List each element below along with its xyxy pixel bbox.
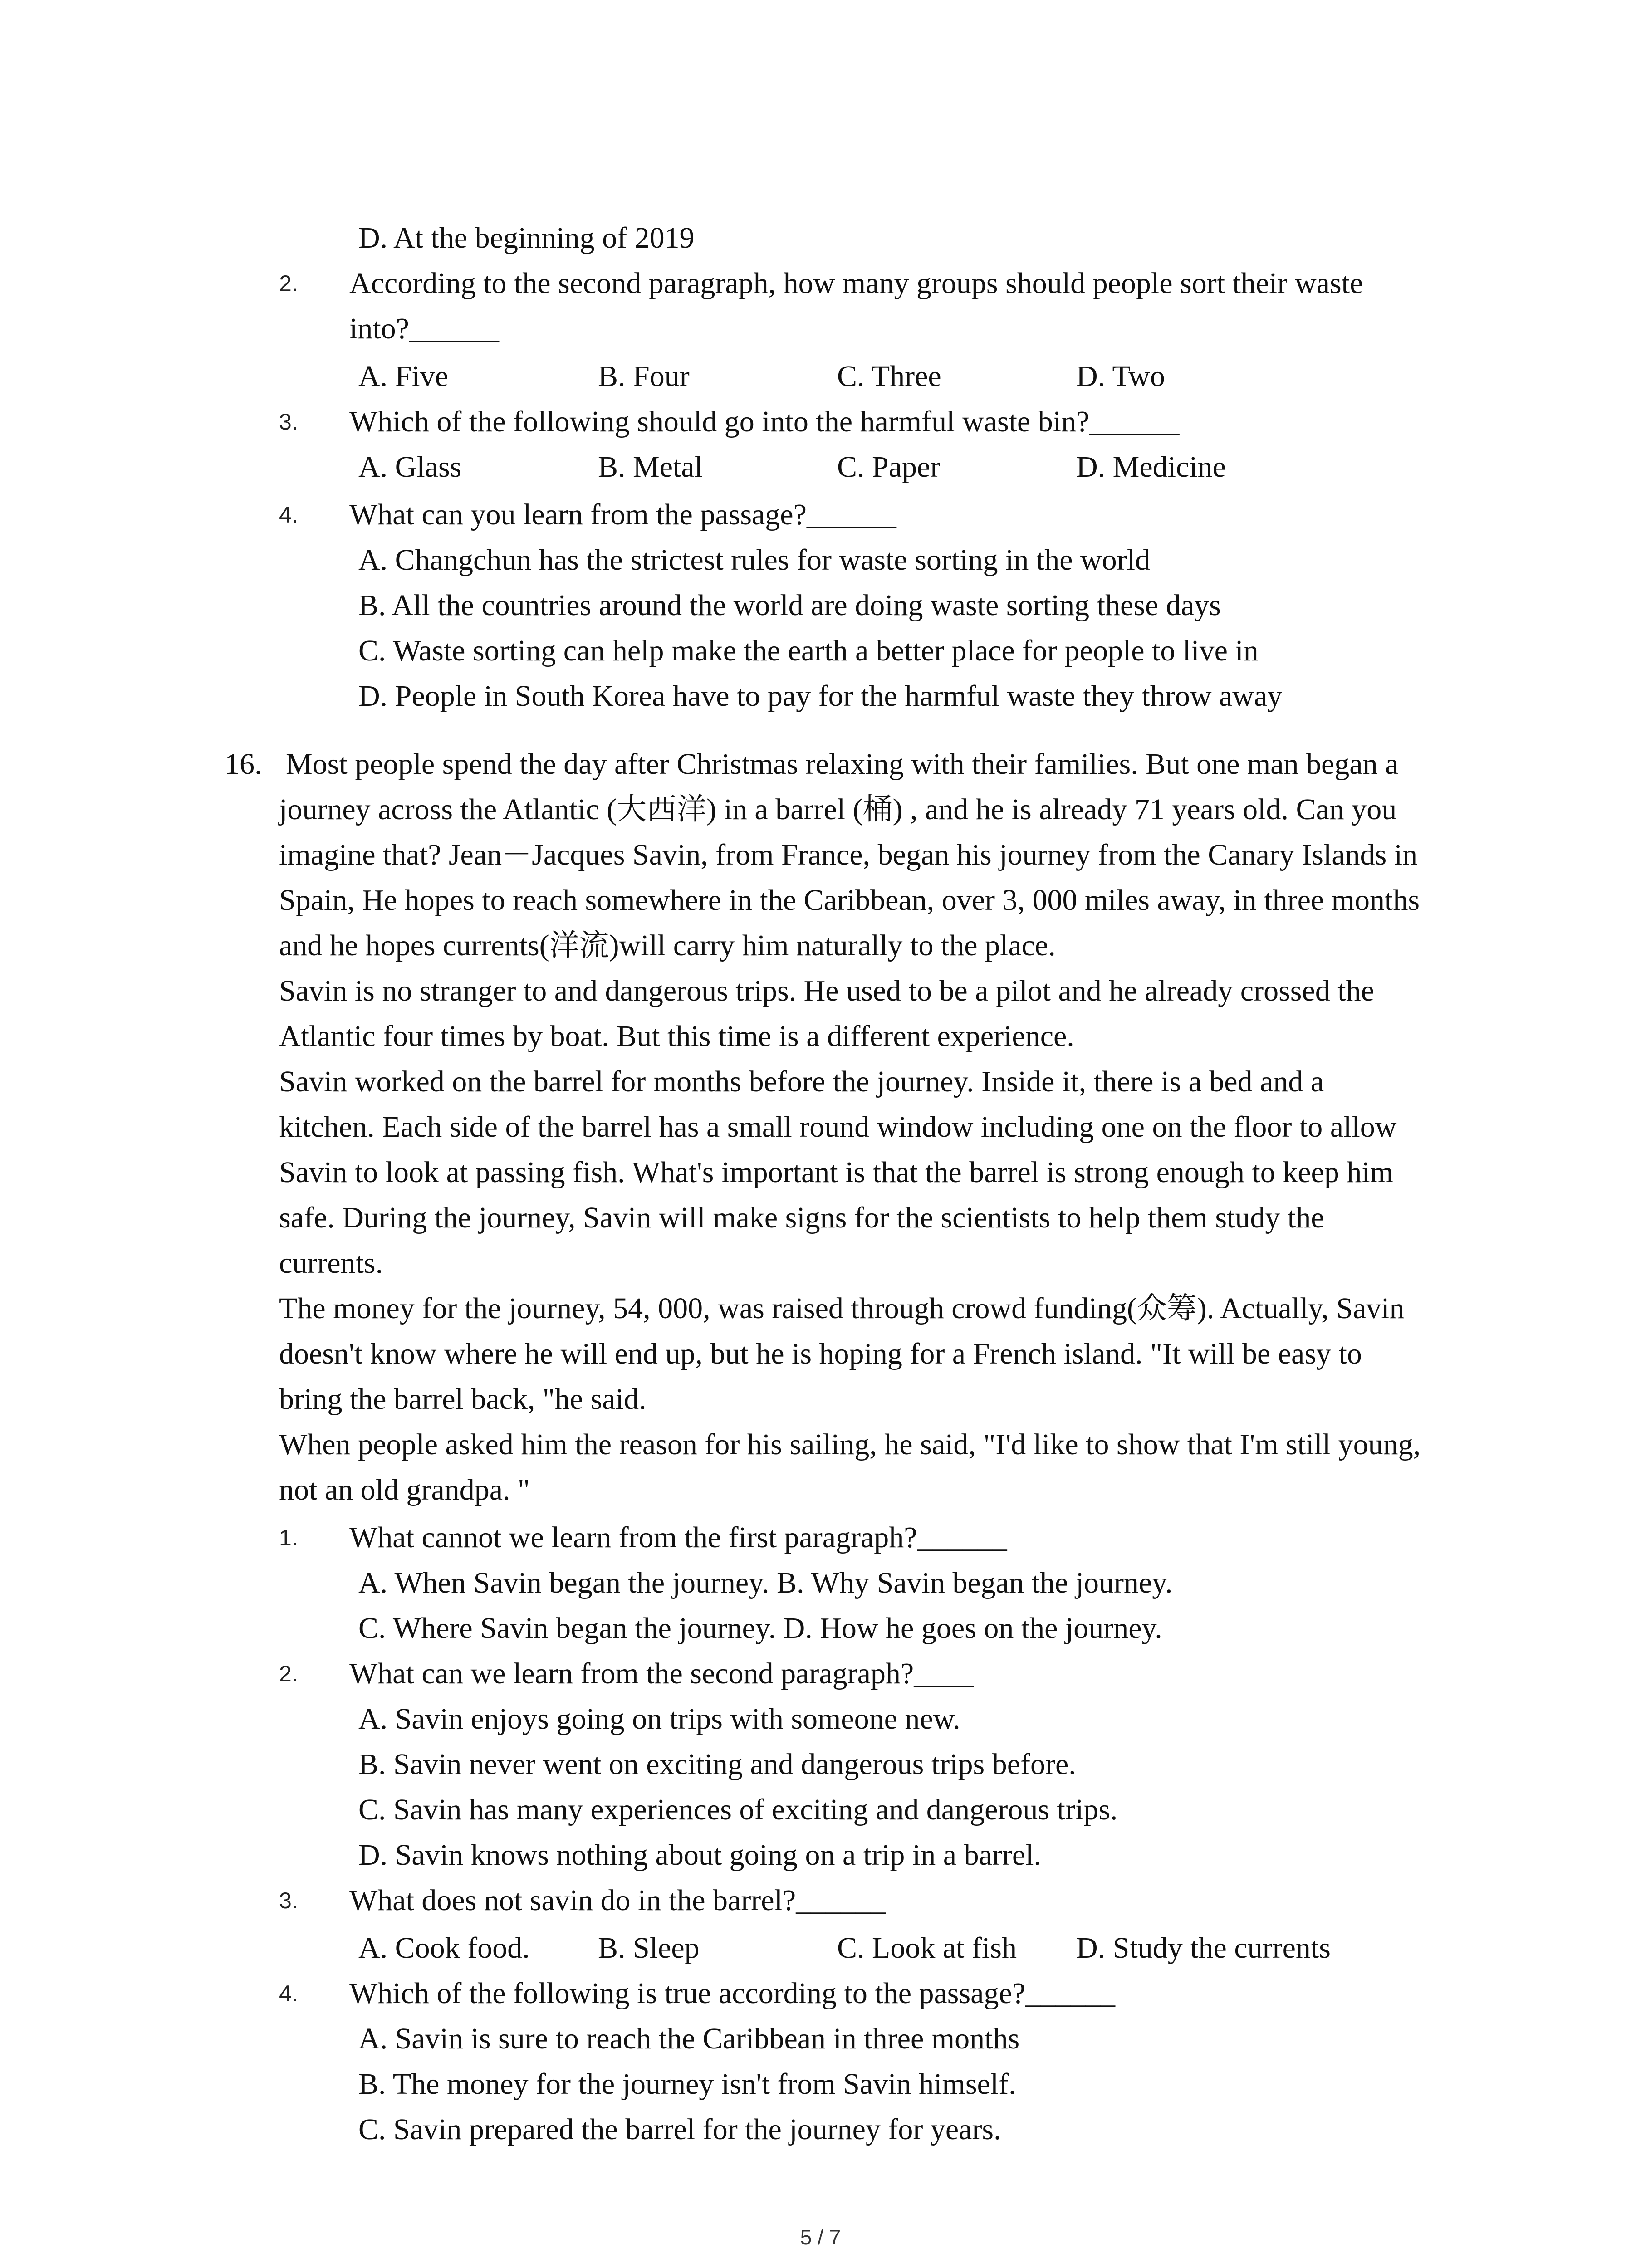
prev-q4-option-b: B. All the countries around the world are doing waste sorting these days xyxy=(358,589,1221,622)
passage-16-line: Spain, He hopes to reach somewhere in the Caribbean, over 3, 000 miles away, in three months xyxy=(279,884,1420,917)
passage-16-line: imagine that? Jean－Jacques Savin, from France, began his journey from the Canary Islands in xyxy=(279,838,1418,871)
passage-16-line: journey across the Atlantic (大西洋) in a barrel (桶) , and he is already 71 years old. Can you xyxy=(279,793,1397,826)
passage-16-line: Most people spend the day after Christmas relaxing with their families. But one man began a xyxy=(286,748,1399,781)
prev-q2-text-line2: into?______ xyxy=(349,312,499,345)
p16-q4-number: 4. xyxy=(279,1981,298,2006)
passage-16-line: The money for the journey, 54, 000, was raised through crowd funding(众筹). Actually, Savin xyxy=(279,1292,1405,1325)
p16-q2-option-d: D. Savin knows nothing about going on a trip in a barrel. xyxy=(358,1838,1041,1872)
prev-q2-number: 2. xyxy=(279,271,298,296)
passage-16-line: Savin is no stranger to and dangerous trips. He used to be a pilot and he already crossed the xyxy=(279,974,1374,1007)
passage-16-line: not an old grandpa. " xyxy=(279,1473,530,1506)
p16-q1-text: What cannot we learn from the first paragraph?______ xyxy=(349,1521,1007,1554)
prev-q4-text: What can you learn from the passage?______ xyxy=(349,498,896,531)
passage-16-line: safe. During the journey, Savin will make signs for the scientists to help them study the xyxy=(279,1201,1324,1234)
p16-q4-option-c: C. Savin prepared the barrel for the journey for years. xyxy=(358,2113,1001,2146)
passage-16-line: doesn't know where he will end up, but he is hoping for a French island. "It will be easy to xyxy=(279,1337,1362,1370)
prev-q2-option-d: D. Two xyxy=(1076,360,1165,393)
prev-q3-option-c: C. Paper xyxy=(837,450,941,484)
prev-q3-text: Which of the following should go into the harmful waste bin?______ xyxy=(349,405,1180,438)
passage-16-line: kitchen. Each side of the barrel has a small round window including one on the floor to allow xyxy=(279,1110,1397,1144)
prev-q4-option-d: D. People in South Korea have to pay for the harmful waste they throw away xyxy=(358,679,1283,713)
prev-q3-number: 3. xyxy=(279,409,298,435)
p16-q2-option-a: A. Savin enjoys going on trips with someone new. xyxy=(358,1702,960,1735)
p16-q4-option-a: A. Savin is sure to reach the Caribbean in three months xyxy=(358,2022,1020,2055)
p16-q2-option-b: B. Savin never went on exciting and dangerous trips before. xyxy=(358,1748,1076,1781)
p16-q1-options-line2: C. Where Savin began the journey. D. How he goes on the journey. xyxy=(358,1612,1162,1645)
passage-16-line: Savin to look at passing fish. What's important is that the barrel is strong enough to keep him xyxy=(279,1156,1393,1189)
prev-q1-option-d: D. At the beginning of 2019 xyxy=(358,221,695,254)
p16-q1-number: 1. xyxy=(279,1525,298,1550)
passage-16-line: Atlantic four times by boat. But this time is a different experience. xyxy=(279,1020,1074,1053)
p16-q4-text: Which of the following is true according to the passage?______ xyxy=(349,1977,1116,2010)
p16-q1-options-line1: A. When Savin began the journey. B. Why Savin began the journey. xyxy=(358,1566,1173,1599)
p16-q3-option-b: B. Sleep xyxy=(598,1931,700,1965)
p16-q2-option-c: C. Savin has many experiences of exciting and dangerous trips. xyxy=(358,1793,1118,1826)
prev-q4-option-c: C. Waste sorting can help make the earth a better place for people to live in xyxy=(358,634,1259,667)
prev-q3-option-b: B. Metal xyxy=(598,450,703,484)
passage-16-line: and he hopes currents(洋流)will carry him naturally to the place. xyxy=(279,929,1056,962)
p16-q2-number: 2. xyxy=(279,1661,298,1686)
passage-16-line: Savin worked on the barrel for months before the journey. Inside it, there is a bed and a xyxy=(279,1065,1324,1098)
p16-q3-number: 3. xyxy=(279,1888,298,1913)
passage-16-number: 16. xyxy=(225,748,262,781)
passage-16-line: When people asked him the reason for his sailing, he said, "I'd like to show that I'm still young, xyxy=(279,1428,1421,1461)
prev-q3-option-d: D. Medicine xyxy=(1076,450,1226,484)
prev-q2-option-a: A. Five xyxy=(358,360,448,393)
p16-q2-text: What can we learn from the second paragraph?____ xyxy=(349,1657,974,1690)
prev-q2-text-line1: According to the second paragraph, how many groups should people sort their waste xyxy=(349,267,1363,300)
p16-q3-option-d: D. Study the currents xyxy=(1076,1931,1331,1965)
prev-q3-option-a: A. Glass xyxy=(358,450,462,484)
prev-q2-option-c: C. Three xyxy=(837,360,941,393)
page-number: 5 / 7 xyxy=(800,2225,841,2249)
p16-q3-option-a: A. Cook food. xyxy=(358,1931,530,1965)
passage-16-line: bring the barrel back, "he said. xyxy=(279,1383,647,1416)
p16-q3-text: What does not savin do in the barrel?______ xyxy=(349,1884,886,1917)
p16-q4-option-b: B. The money for the journey isn't from Savin himself. xyxy=(358,2068,1016,2101)
prev-q4-option-a: A. Changchun has the strictest rules for waste sorting in the world xyxy=(358,543,1150,577)
prev-q2-option-b: B. Four xyxy=(598,360,690,393)
prev-q4-number: 4. xyxy=(279,502,298,528)
p16-q3-option-c: C. Look at fish xyxy=(837,1931,1017,1965)
passage-16-line: currents. xyxy=(279,1246,383,1280)
